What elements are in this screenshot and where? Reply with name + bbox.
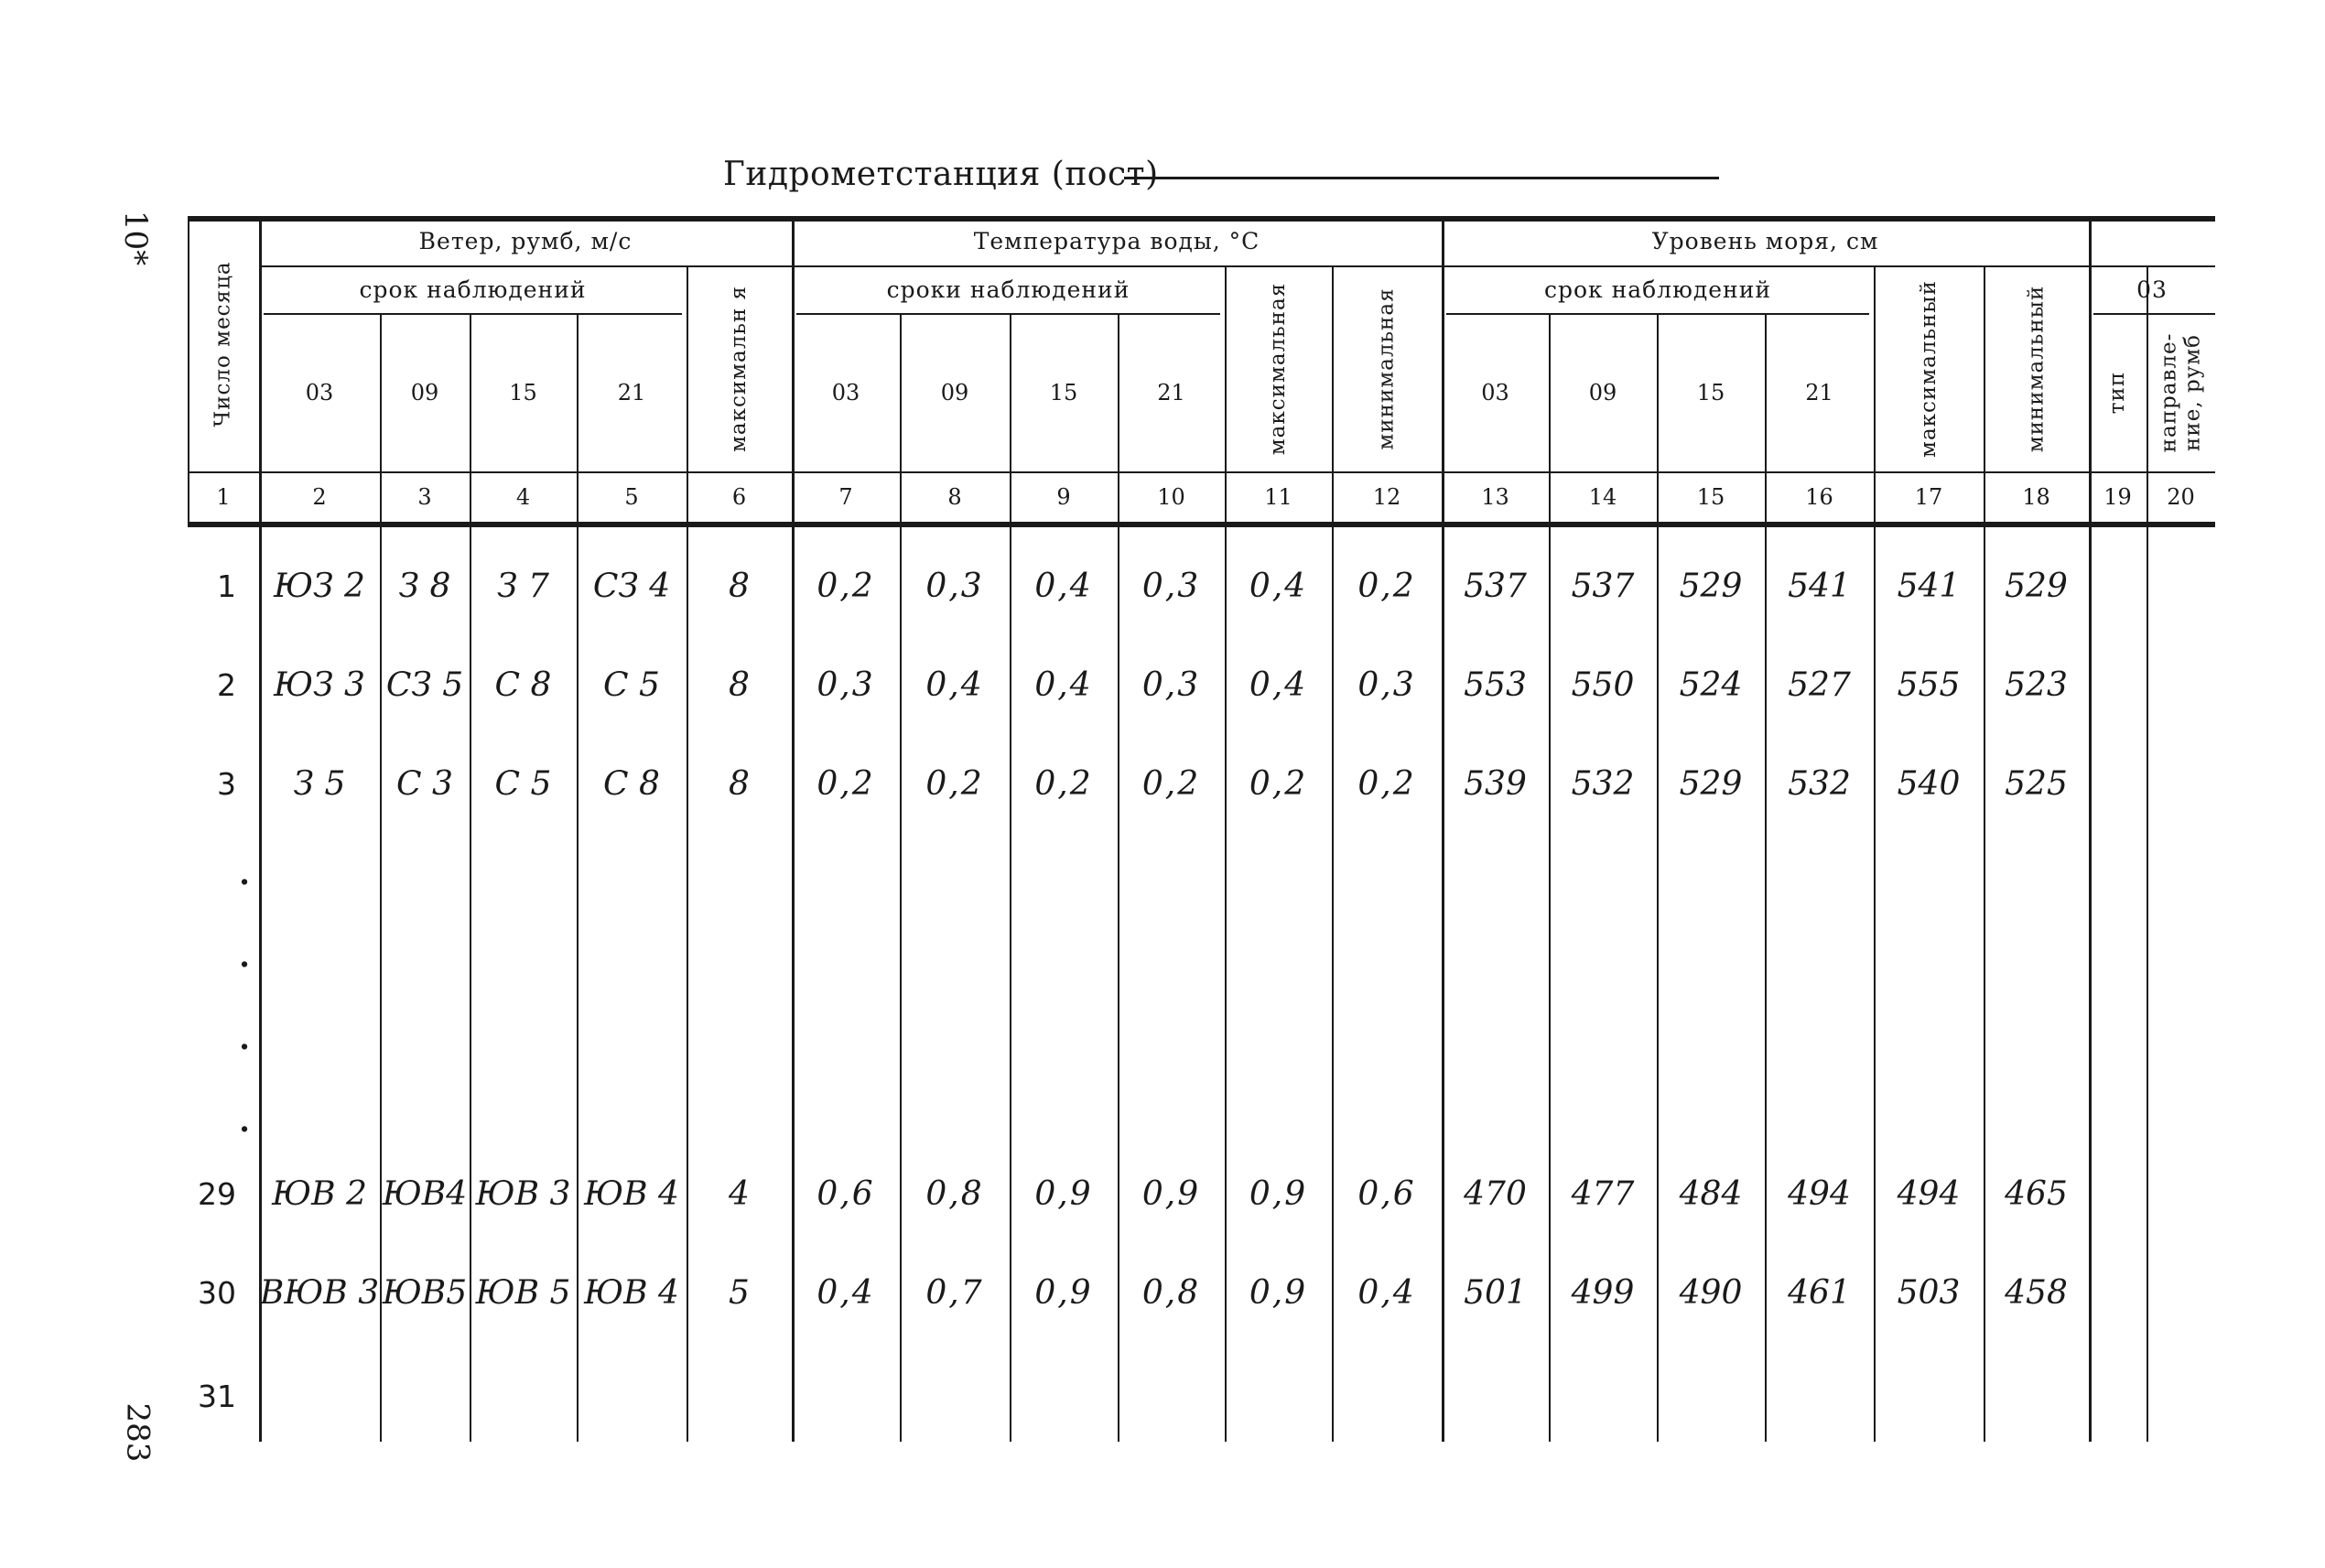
temp-value <box>1010 1359 1118 1433</box>
column-number: 10 <box>1157 483 1185 510</box>
term-header-sea: 03 <box>1481 379 1509 406</box>
sea-level-value: 539 <box>1464 764 1527 803</box>
ellipsis-dot: . <box>239 1021 250 1057</box>
wind-group-header: Ветер, румб, м/с <box>418 227 633 254</box>
column-number: 19 <box>2103 483 2132 510</box>
sea-level-value: 461 <box>1788 1273 1851 1312</box>
wind-value: ЮВ4 <box>382 1174 468 1213</box>
sea-min-value <box>1984 1359 2089 1433</box>
wind-max-value: 8 <box>729 764 750 803</box>
column-number: 11 <box>1264 483 1292 510</box>
sea-level-value: 484 <box>1679 1174 1743 1213</box>
ellipsis-dot: . <box>239 856 250 892</box>
temp-min-value <box>1332 1359 1442 1433</box>
temp-value: 0,6 <box>816 1174 875 1213</box>
ice-direction-header-text: направле- ние, румб <box>2157 332 2205 452</box>
temp-value: 0,4 <box>816 1273 875 1312</box>
wind-value: ЮЗ 3 <box>274 665 365 704</box>
sea-level-value: 537 <box>1571 567 1635 605</box>
header-bottom-rule <box>188 522 2215 527</box>
wind-value: СЗ 4 <box>592 567 671 605</box>
wind-value <box>380 1359 470 1433</box>
term-header-sea: 09 <box>1588 379 1617 406</box>
sea-level-value: 501 <box>1464 1273 1527 1312</box>
term-header-wind: 21 <box>617 379 646 406</box>
column-number: 17 <box>1914 483 1943 510</box>
sea-level-value: 537 <box>1464 567 1527 605</box>
column-number: 1 <box>216 483 231 510</box>
wind-value: З 5 <box>293 764 346 803</box>
column-number: 18 <box>2022 483 2050 510</box>
sea-level-value: 494 <box>1788 1174 1851 1213</box>
wind-value: ЮВ 2 <box>272 1174 367 1213</box>
sea-level-value: 532 <box>1571 764 1635 803</box>
term-header-wind: 09 <box>410 379 439 406</box>
sea-max-value <box>1874 1359 1984 1433</box>
day-number: 30 <box>198 1274 236 1311</box>
temp-max-value: 0,9 <box>1249 1273 1308 1312</box>
temp-value: 0,2 <box>1141 764 1201 803</box>
wind-value: С 5 <box>603 665 660 704</box>
temp-min-value: 0,2 <box>1357 764 1416 803</box>
sea-level-value <box>1442 1359 1549 1433</box>
wind-value: ВЮВ 3 <box>259 1273 380 1312</box>
term-header-wind: 03 <box>305 379 334 406</box>
wind-value: С 8 <box>494 665 552 704</box>
column-number: 7 <box>838 483 853 510</box>
column-number: 6 <box>731 483 747 510</box>
wind-value: С 8 <box>603 764 660 803</box>
sea-min-value: 525 <box>2005 764 2068 803</box>
temp-value: 0,8 <box>925 1174 984 1213</box>
day-number: 2 <box>217 666 236 703</box>
temp-value: 0,3 <box>816 665 875 704</box>
column-number: 20 <box>2167 483 2195 510</box>
wind-value: ЮВ 4 <box>584 1273 679 1312</box>
temp-min-header <box>1332 265 1442 471</box>
sea-min-header <box>1984 265 2089 471</box>
wind-value <box>259 1359 380 1433</box>
term-header-temp: 21 <box>1157 379 1185 406</box>
wind-value: С 5 <box>494 764 552 803</box>
side-mark-top: 10* <box>117 210 155 266</box>
wind-value: ЮЗ 2 <box>274 567 365 605</box>
wind-value <box>577 1359 687 1433</box>
sea-level-value: 553 <box>1464 665 1527 704</box>
column-number: 9 <box>1056 483 1071 510</box>
wind-terms-header: срок наблюдений <box>359 276 587 303</box>
temp-max-value: 0,4 <box>1249 665 1308 704</box>
term-header-sea: 15 <box>1696 379 1725 406</box>
sea-level-value: 532 <box>1788 764 1851 803</box>
wind-max-value: 8 <box>729 567 750 605</box>
sea-level-value: 529 <box>1679 567 1743 605</box>
wind-value: ЮВ5 <box>382 1273 468 1312</box>
sea-max-header-text: максимальный <box>1917 279 1941 458</box>
term-header-temp: 09 <box>940 379 969 406</box>
temp-value: 0,7 <box>925 1273 984 1312</box>
column-number: 4 <box>515 483 531 510</box>
sea-max-value: 555 <box>1897 665 1961 704</box>
sea-level-value: 527 <box>1788 665 1851 704</box>
temp-max-value <box>1225 1359 1332 1433</box>
temp-max-value: 0,9 <box>1249 1174 1308 1213</box>
term-header-temp: 03 <box>831 379 860 406</box>
column-number: 16 <box>1805 483 1833 510</box>
temp-value <box>900 1359 1010 1433</box>
temp-value: 0,4 <box>1034 567 1093 605</box>
ellipsis-dot: . <box>239 938 250 975</box>
sea-min-value: 523 <box>2005 665 2068 704</box>
column-number: 3 <box>417 483 432 510</box>
temp-value: 0,4 <box>1034 665 1093 704</box>
sea-min-header-text: минимальный <box>2024 285 2049 452</box>
sea-max-value: 541 <box>1897 567 1961 605</box>
sea-level-value <box>1765 1359 1874 1433</box>
temp-max-header-text: максимальная <box>1266 282 1291 455</box>
term-header-wind: 15 <box>509 379 537 406</box>
temp-value: 0,2 <box>1034 764 1093 803</box>
temp-value: 0,9 <box>1034 1174 1093 1213</box>
temp-max-value: 0,2 <box>1249 764 1308 803</box>
temp-value: 0,4 <box>925 665 984 704</box>
temp-value: 0,2 <box>816 764 875 803</box>
sea-level-value: 490 <box>1679 1273 1743 1312</box>
day-number: 1 <box>217 568 236 604</box>
temp-terms-header: сроки наблюдений <box>886 276 1130 303</box>
sea-max-value: 494 <box>1897 1174 1961 1213</box>
wind-value: ЮВ 4 <box>584 1174 679 1213</box>
sea-max-value: 503 <box>1897 1273 1961 1312</box>
temp-value: 0,3 <box>925 567 984 605</box>
sea-min-value: 529 <box>2005 567 2068 605</box>
day-header <box>188 216 259 471</box>
temp-value: 0,2 <box>816 567 875 605</box>
wind-max-value: 8 <box>729 665 750 704</box>
sea-terms-header: срок наблюдений <box>1543 276 1772 303</box>
column-number: 12 <box>1372 483 1401 510</box>
sea-level-value: 524 <box>1679 665 1743 704</box>
wind-value: З 8 <box>398 567 451 605</box>
wind-max-value: 5 <box>729 1273 750 1312</box>
wind-value: СЗ 5 <box>385 665 464 704</box>
temp-min-value: 0,6 <box>1357 1174 1416 1213</box>
day-number: 31 <box>198 1378 236 1414</box>
column-number: 14 <box>1588 483 1617 510</box>
temp-min-value: 0,3 <box>1357 665 1416 704</box>
sea-min-value: 458 <box>2005 1273 2068 1312</box>
side-mark-bottom: 283 <box>119 1402 157 1463</box>
sea-level-value: 541 <box>1788 567 1851 605</box>
temp-value: 0,3 <box>1141 665 1201 704</box>
sea-max-header <box>1874 265 1984 471</box>
ice-type-header-text: тип <box>2105 371 2130 414</box>
sea-level-value: 499 <box>1571 1273 1635 1312</box>
temp-max-value: 0,4 <box>1249 567 1308 605</box>
ice-direction-header <box>2147 313 2215 471</box>
term-header-temp: 15 <box>1049 379 1078 406</box>
wind-value: ЮВ 5 <box>475 1273 571 1312</box>
wind-max-value: 4 <box>729 1174 750 1213</box>
temp-max-header <box>1225 265 1332 471</box>
temp-min-header-text: минимальная <box>1375 287 1400 450</box>
wind-value: ЮВ 3 <box>475 1174 571 1213</box>
column-line <box>2147 525 2148 1442</box>
sea-level-value: 529 <box>1679 764 1743 803</box>
sea-level-value <box>1549 1359 1657 1433</box>
wind-value: З 7 <box>497 567 549 605</box>
sea-level-value: 477 <box>1571 1174 1635 1213</box>
day-number: 3 <box>217 765 236 802</box>
column-number: 5 <box>624 483 639 510</box>
column-number: 8 <box>947 483 962 510</box>
term-header-sea: 21 <box>1805 379 1833 406</box>
temp-value: 0,3 <box>1141 567 1201 605</box>
temp-value <box>1118 1359 1225 1433</box>
page-title: Гидрометстанция (пост) <box>723 156 1159 193</box>
sea-max-value: 540 <box>1897 764 1961 803</box>
day-header-text: Число месяца <box>211 260 235 427</box>
temp-min-value: 0,2 <box>1357 567 1416 605</box>
day-number: 29 <box>198 1175 236 1212</box>
sea-level-value: 550 <box>1571 665 1635 704</box>
wind-max-header-text: максимальн я <box>727 285 752 452</box>
sea-group-header: Уровень моря, см <box>1651 227 1879 254</box>
temp-value: 0,9 <box>1034 1273 1093 1312</box>
temp-value: 0,8 <box>1141 1273 1201 1312</box>
wind-max-header <box>687 265 792 471</box>
ice-type-header <box>2089 313 2147 471</box>
temp-value <box>792 1359 900 1433</box>
wind-max-value <box>687 1359 792 1433</box>
sea-level-value: 470 <box>1464 1174 1527 1213</box>
temp-value: 0,9 <box>1141 1174 1201 1213</box>
temp-value: 0,2 <box>925 764 984 803</box>
temp-group-header: Температура воды, °С <box>973 227 1260 254</box>
column-line <box>2089 525 2092 1442</box>
column-number: 2 <box>312 483 327 510</box>
column-number: 13 <box>1481 483 1509 510</box>
sea-min-value: 465 <box>2005 1174 2068 1213</box>
temp-min-value: 0,4 <box>1357 1273 1416 1312</box>
wind-value: С 3 <box>396 764 453 803</box>
wind-value <box>470 1359 577 1433</box>
column-number: 15 <box>1696 483 1725 510</box>
sea-level-value <box>1657 1359 1765 1433</box>
ice-group-header: 03 <box>2136 276 2168 303</box>
ellipsis-dot: . <box>239 1103 250 1140</box>
